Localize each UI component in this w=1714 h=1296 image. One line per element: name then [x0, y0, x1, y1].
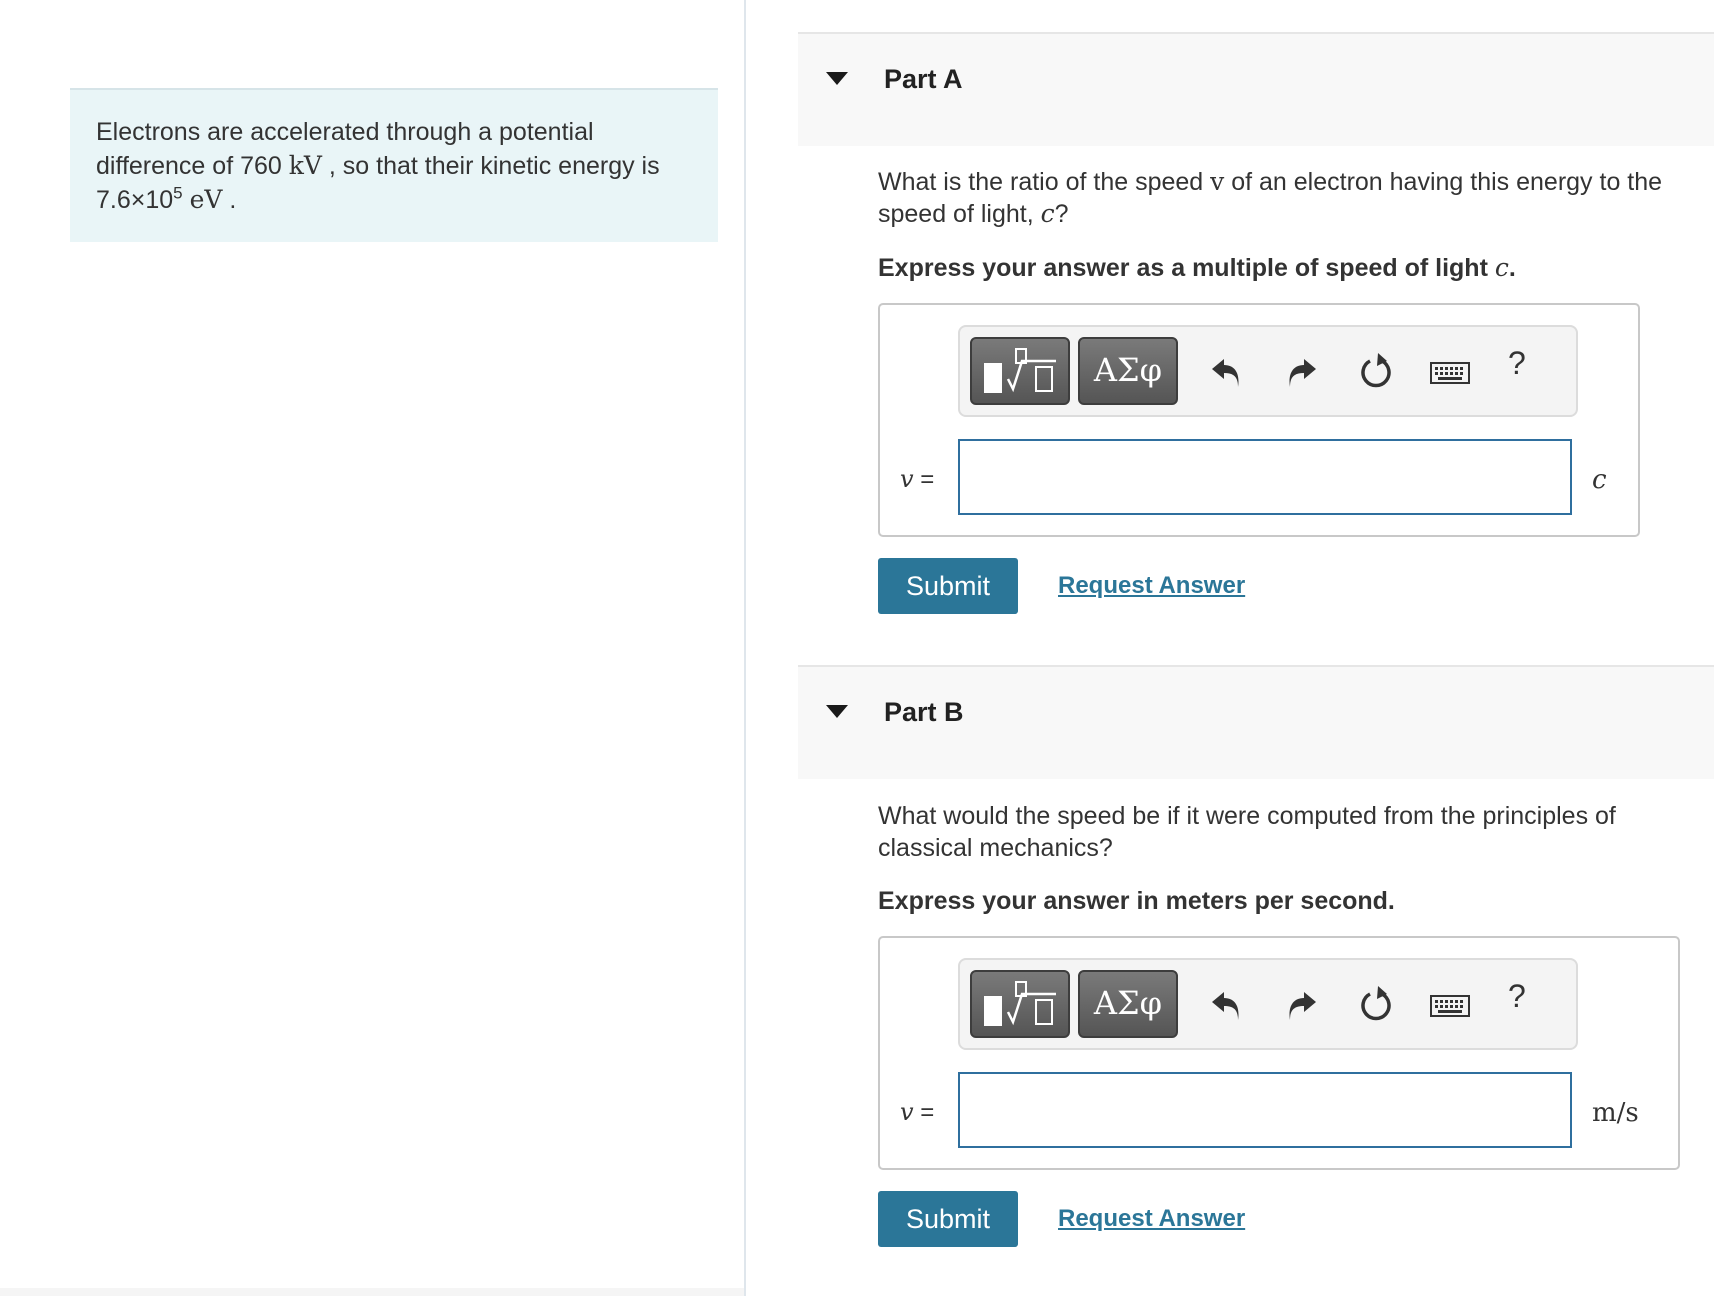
templates-button[interactable] [970, 337, 1070, 405]
speed-variable: v [900, 1098, 914, 1126]
templates-icon [972, 972, 1068, 1036]
part-b-request-answer-link[interactable]: Request Answer [1058, 1205, 1246, 1232]
math-toolbar [958, 325, 1578, 417]
part-a-question-text: What is the ratio of the speed [878, 168, 1211, 196]
collapse-caret-icon[interactable] [826, 705, 848, 718]
part-b-submit-button[interactable]: Submit [878, 1191, 1018, 1247]
problem-intro-pane [0, 0, 744, 1296]
part-a-express-end: . [1508, 254, 1516, 282]
part-a-question-end: ? [1054, 200, 1069, 228]
part-b-answer-box [878, 936, 1680, 1170]
keyboard-icon[interactable] [1428, 349, 1472, 393]
problem-statement [70, 88, 718, 242]
part-a-submit-button[interactable]: Submit [878, 558, 1018, 614]
equals-sign: = [913, 1099, 935, 1126]
collapse-caret-icon[interactable] [826, 72, 848, 85]
redo-icon[interactable] [1282, 349, 1322, 393]
intro-text-2: , so that their kinetic energy is 7.6×10 [96, 152, 660, 214]
part-b-unit: m/s [1592, 1098, 1639, 1128]
part-b-answer-input[interactable] [958, 1072, 1572, 1148]
redo-icon[interactable] [1282, 982, 1322, 1026]
part-a-request-answer-link[interactable]: Request Answer [1058, 572, 1246, 599]
help-button[interactable]: ? [1508, 978, 1526, 1014]
part-a-question [878, 166, 1698, 230]
reset-icon[interactable] [1356, 982, 1396, 1026]
part-a-header[interactable] [798, 32, 1714, 146]
part-b-header[interactable] [798, 665, 1714, 779]
equals-sign: = [913, 466, 935, 493]
templates-icon [972, 339, 1068, 403]
question-pane [746, 0, 1714, 1296]
undo-icon[interactable] [1206, 982, 1246, 1026]
part-a-unit: c [1592, 465, 1607, 495]
part-b-instructions: Express your answer in meters per second. [878, 887, 1395, 915]
keyboard-icon[interactable] [1428, 982, 1472, 1026]
speed-variable: v [900, 465, 914, 493]
intro-unit-kv: kV [288, 151, 322, 180]
part-a-question-text-2: of an electron having this energy to the speed of light, [878, 168, 1663, 228]
light-speed-symbol: c [1040, 199, 1055, 228]
greek-symbols-button[interactable]: ΑΣφ [1078, 970, 1178, 1038]
help-button[interactable]: ? [1508, 345, 1526, 381]
greek-symbols-button[interactable]: ΑΣφ [1078, 337, 1178, 405]
undo-icon[interactable] [1206, 349, 1246, 393]
intro-unit-ev: eV [189, 185, 223, 214]
part-b-question: What would the speed be if it were computed from the principles of classical mechanics? [878, 802, 1616, 862]
light-speed-symbol: c [1494, 253, 1509, 282]
templates-button[interactable] [970, 970, 1070, 1038]
answer-variable-label [900, 1098, 934, 1127]
part-b-title: Part B [884, 697, 964, 727]
part-a-instructions [878, 253, 1516, 283]
speed-variable: v [1210, 167, 1225, 196]
part-a-answer-input[interactable] [958, 439, 1572, 515]
intro-exponent: 5 [173, 183, 183, 203]
intro-text-1: Electrons are accelerated through a potential difference of 760 [96, 118, 594, 180]
part-a-answer-box [878, 303, 1640, 537]
answer-variable-label [900, 465, 934, 494]
intro-text-3: . [222, 186, 237, 214]
part-a-title: Part A [884, 64, 963, 94]
part-a-express-text: Express your answer as a multiple of speed of light [878, 254, 1495, 282]
math-toolbar [958, 958, 1578, 1050]
reset-icon[interactable] [1356, 349, 1396, 393]
footer-strip [0, 1288, 744, 1296]
